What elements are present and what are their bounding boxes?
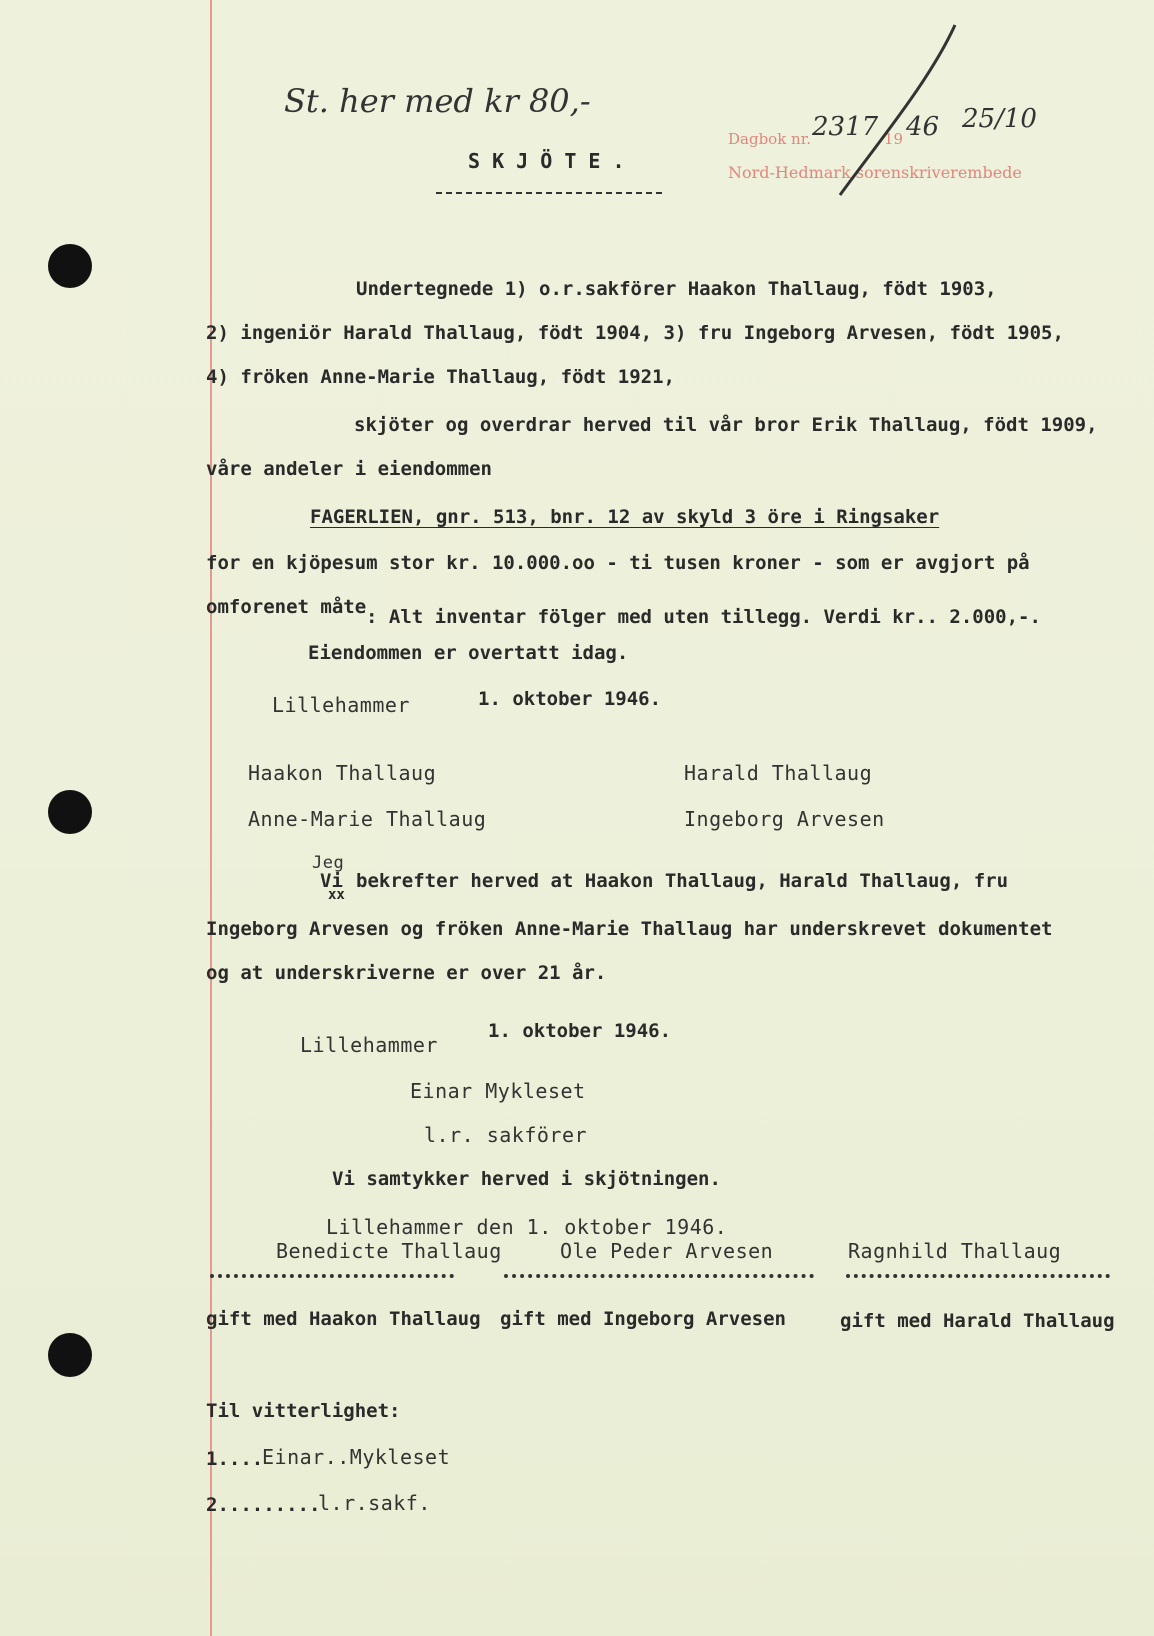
witness-heading: Til vitterlighet:: [206, 1400, 401, 1422]
confirm-line-1: bekrefter herved at Haakon Thallaug, Harald Thallaug, fru: [356, 870, 1009, 892]
body-line-1: Undertegnede 1) o.r.sakförer Haakon Thallaug, födt 1903,: [356, 278, 997, 300]
spouse-caption-2: gift med Ingeborg Arvesen: [500, 1308, 786, 1330]
consent-statement: Vi samtykker herved i skjötningen.: [332, 1168, 721, 1190]
signer-ingeborg: Ingeborg Arvesen: [684, 807, 885, 831]
punch-hole-middle: [48, 790, 92, 834]
place-1: Lillehammer: [272, 693, 410, 717]
confirm-vi: Vi: [320, 870, 343, 892]
confirm-line-2: Ingeborg Arvesen og fröken Anne-Marie Thallaug har underskrevet dokumentet: [206, 918, 1053, 940]
body-line-4: skjöter og overdrar herved til vår bror Erik Thallaug, födt 1909,: [354, 414, 1098, 436]
signature-line-3: [846, 1274, 1110, 1278]
spouse-name-1: Benedicte Thallaug: [276, 1239, 502, 1263]
stamp-office: Nord-Hedmark sorenskriverembede: [728, 163, 1022, 182]
body-line-2: 2) ingeniör Harald Thallaug, födt 1904, 3) fru Ingeborg Arvesen, födt 1905,: [206, 322, 1064, 344]
confirm-xx: xx: [328, 887, 345, 903]
place-2: Lillehammer: [300, 1033, 438, 1057]
punch-hole-top: [48, 244, 92, 288]
spouse-name-2: Ole Peder Arvesen: [560, 1239, 774, 1263]
signer-harald: Harald Thallaug: [684, 761, 873, 785]
signer-anne-marie: Anne-Marie Thallaug: [248, 807, 487, 831]
signature-line-2: [504, 1274, 814, 1278]
lawyer-title: l.r. sakförer: [424, 1123, 588, 1147]
witness-1-number: 1....: [206, 1448, 264, 1470]
margin-line: [210, 0, 212, 1636]
punch-hole-bottom: [48, 1333, 92, 1377]
confirm-line-3: og at underskriverne er over 21 år.: [206, 962, 607, 984]
date-1: 1. oktober 1946.: [478, 688, 662, 710]
stamp-slash-mark: [820, 20, 960, 200]
signature-line-1: [210, 1274, 454, 1278]
property-description: FAGERLIEN, gnr. 513, bnr. 12 av skyld 3 öre i Ringsaker: [310, 506, 940, 528]
stamp-year-prefix: 19: [884, 130, 904, 148]
body-line-7b: : Alt inventar fölger med uten tillegg. Verdi kr.. 2.000,-.: [366, 606, 1041, 628]
spouse-caption-3: gift med Harald Thallaug: [840, 1310, 1115, 1332]
witness-2-number: 2.........: [206, 1494, 321, 1516]
body-line-7a: omforenet måte: [206, 596, 367, 618]
body-line-3: 4) fröken Anne-Marie Thallaug, födt 1921,: [206, 366, 675, 388]
witness-2-name: l.r.sakf.: [318, 1491, 431, 1515]
confirm-jeg: Jeg: [312, 853, 345, 873]
date-2: 1. oktober 1946.: [488, 1020, 672, 1042]
signer-haakon: Haakon Thallaug: [248, 761, 437, 785]
stamp-number: 2317: [812, 112, 879, 142]
stamp-date: 25/10: [962, 104, 1037, 134]
lawyer-name: Einar Mykleset: [410, 1079, 586, 1103]
stamp-dagbok-label: Dagbok nr.: [728, 130, 812, 148]
title-rule: [436, 192, 662, 194]
witness-1-name: Einar..Mykleset: [262, 1445, 451, 1469]
body-line-5: våre andeler i eiendommen: [206, 458, 492, 480]
body-line-8: Eiendommen er overtatt idag.: [308, 642, 629, 664]
place-date-3: Lillehammer den 1. oktober 1946.: [326, 1215, 728, 1239]
stamp-year: 46: [906, 112, 940, 142]
page-title: S K J Ö T E .: [468, 149, 625, 173]
handwritten-annotation: St. her med kr 80,-: [284, 82, 591, 120]
spouse-name-3: Ragnhild Thallaug: [848, 1239, 1062, 1263]
spouse-caption-1: gift med Haakon Thallaug: [206, 1308, 481, 1330]
body-line-6: for en kjöpesum stor kr. 10.000.oo - ti tusen kroner - som er avgjort på: [206, 552, 1030, 574]
